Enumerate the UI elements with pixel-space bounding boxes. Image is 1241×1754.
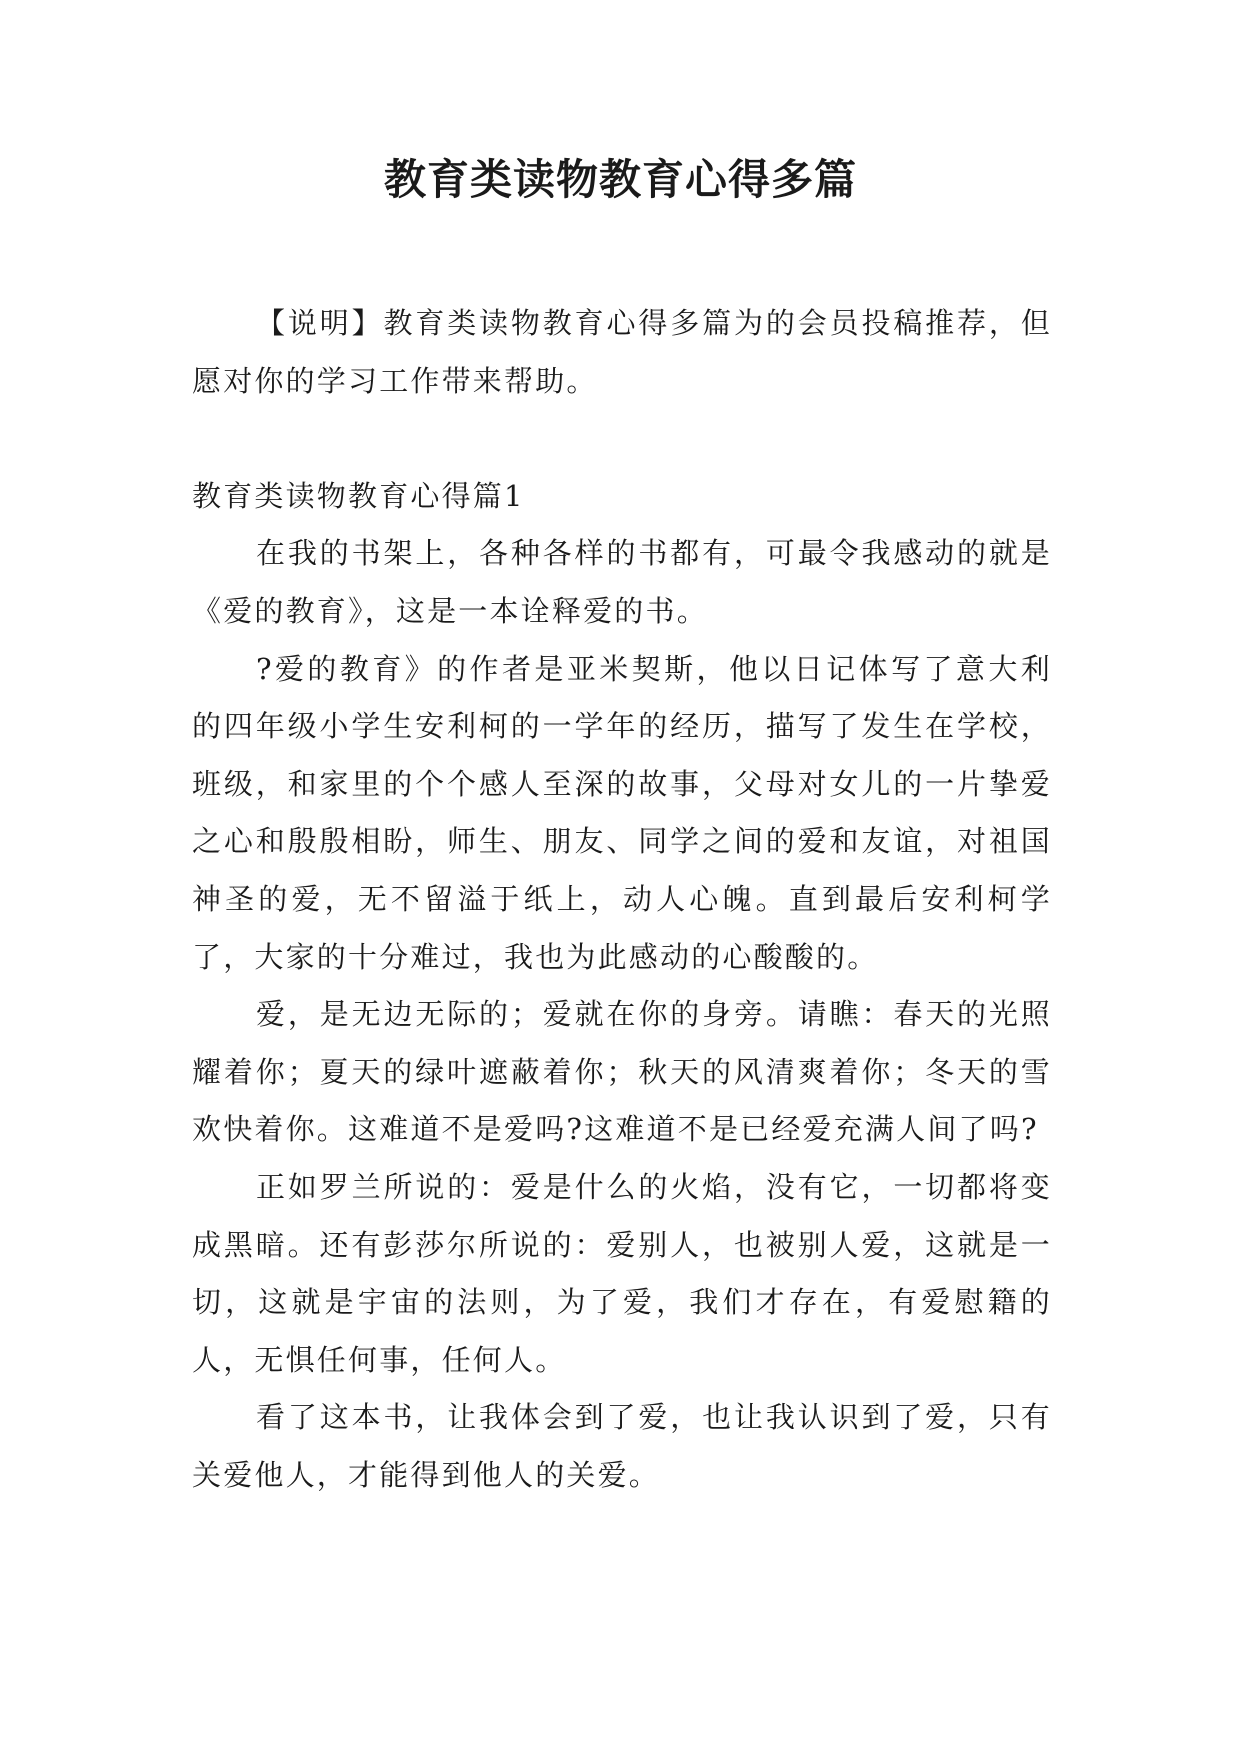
body-paragraph-2: ?爱的教育》的作者是亚米契斯，他以日记体写了意大利的四年级小学生安利柯的一学年的经历，描写了发生在学校，班级，和家里的个个感人至深的故事，父母对女儿的一片挚爱之心和殷殷相盼，师生、朋友、同学之间的爱和友谊，对祖国神圣的爱，无不留溢于纸上，动人心魄。直到最后安利柯学了，大家的十分难过，我也为此感动的心酸酸的。 bbox=[192, 651, 1052, 974]
section-heading: 教育类读物教育心得篇1 bbox=[192, 478, 525, 513]
body-paragraph-3: 爱，是无边无际的；爱就在你的身旁。请瞧：春天的光照耀着你；夏天的绿叶遮蔽着你；秋天的风清爽着你；冬天的雪欢快着你。这难道不是爱吗?这难道不是已经爱充满人间了吗? bbox=[192, 997, 1052, 1147]
intro-paragraph: 【说明】教育类读物教育心得多篇为的会员投稿推荐，但愿对你的学习工作带来帮助。 bbox=[192, 306, 1052, 398]
body-paragraph-4: 正如罗兰所说的：爱是什么的火焰，没有它，一切都将变成黑暗。还有彭莎尔所说的：爱别人，也被别人爱，这就是一切，这就是宇宙的法则，为了爱，我们才存在，有爱慰籍的人，无惧任何事，任何人。 bbox=[192, 1169, 1052, 1377]
document-title: 教育类读物教育心得多篇 bbox=[383, 155, 857, 204]
document-body bbox=[192, 295, 1052, 1504]
body-paragraph-1: 在我的书架上，各种各样的书都有，可最令我感动的就是《爱的教育》，这是一本诠释爱的书。 bbox=[192, 536, 1052, 628]
body-paragraph-5: 看了这本书，让我体会到了爱，也让我认识到了爱，只有关爱他人，才能得到他人的关爱。 bbox=[192, 1400, 1052, 1492]
